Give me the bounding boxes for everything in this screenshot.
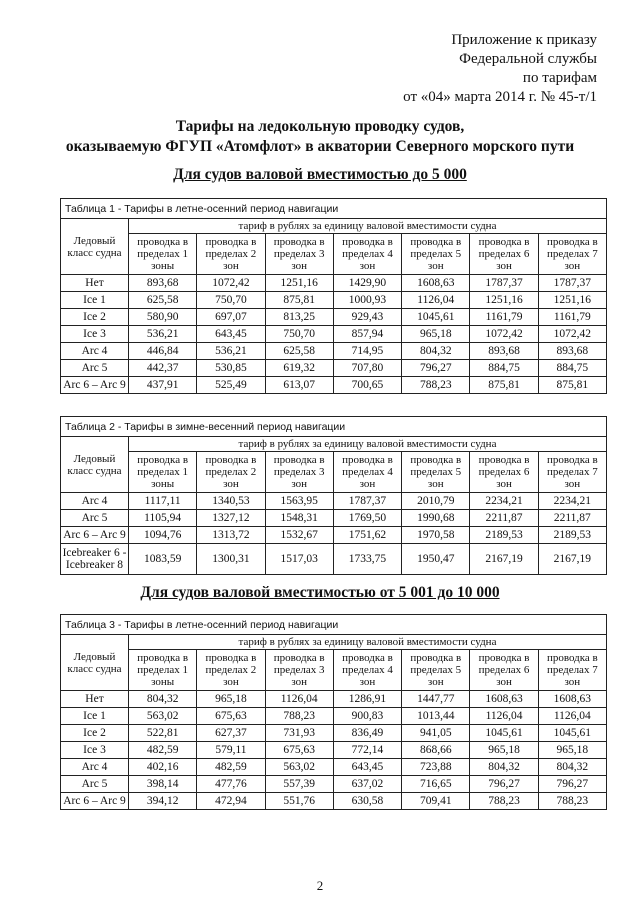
section-title-up-to-5000: Для судов валовой вместимостью до 5 000 — [173, 166, 467, 183]
tariff-cell: 1787,37 — [538, 275, 606, 292]
tariff-cell: 1608,63 — [470, 691, 538, 708]
tariff-cell: 788,23 — [265, 708, 333, 725]
tariff-cell: 522,81 — [129, 725, 197, 742]
column-header: проводка в пределах 5 зон — [402, 452, 470, 493]
tariff-cell: 637,02 — [333, 776, 401, 793]
tariff-cell: 1751,62 — [333, 527, 401, 544]
table-row — [61, 776, 607, 793]
tariff-cell: 709,41 — [402, 793, 470, 810]
tariff-cell: 613,07 — [265, 377, 333, 394]
column-header: проводка в пределах 5 зон — [402, 650, 470, 691]
tariff-cell: 1126,04 — [265, 691, 333, 708]
tariff-cell: 875,81 — [538, 377, 606, 394]
tariff-cell: 796,27 — [402, 360, 470, 377]
tariff-cell: 482,59 — [129, 742, 197, 759]
column-header: проводка в пределах 2 зон — [197, 234, 265, 275]
table-row — [61, 759, 607, 776]
tariff-cell: 804,32 — [402, 343, 470, 360]
tariff-cell: 579,11 — [197, 742, 265, 759]
tariff-cell: 1733,75 — [333, 544, 401, 575]
table-row — [61, 377, 607, 394]
column-header: проводка в пределах 3 зон — [265, 650, 333, 691]
tariff-cell: 804,32 — [129, 691, 197, 708]
ice-class-cell: Arc 5 — [61, 360, 129, 377]
ice-class-cell: Arc 4 — [61, 343, 129, 360]
tariff-cell: 929,43 — [333, 309, 401, 326]
table-row — [61, 292, 607, 309]
table-caption: Таблица 2 - Тарифы в зимне-весенний период навигации — [61, 417, 607, 437]
tariff-cell: 1447,77 — [402, 691, 470, 708]
ice-class-cell: Ice 3 — [61, 742, 129, 759]
tariff-cell: 788,23 — [402, 377, 470, 394]
ice-class-cell: Arc 5 — [61, 510, 129, 527]
tariff-cell: 2211,87 — [470, 510, 538, 527]
page-number: 2 — [316, 878, 324, 893]
table-row — [61, 493, 607, 510]
tariff-cell: 1045,61 — [402, 309, 470, 326]
tariff-cell: 857,94 — [333, 326, 401, 343]
tariff-cell: 1787,37 — [333, 493, 401, 510]
tariff-cell: 525,49 — [197, 377, 265, 394]
tariff-table-3 — [60, 614, 607, 810]
tariff-cell: 2189,53 — [538, 527, 606, 544]
tariff-cell: 893,68 — [470, 343, 538, 360]
tariff-cell: 1161,79 — [470, 309, 538, 326]
group-header: тариф в рублях за единицу валовой вместимости судна — [129, 437, 607, 452]
tariff-cell: 1532,67 — [265, 527, 333, 544]
table-row — [61, 326, 607, 343]
group-header: тариф в рублях за единицу валовой вместимости судна — [129, 219, 607, 234]
tariff-cell: 1126,04 — [402, 292, 470, 309]
tariff-cell: 394,12 — [129, 793, 197, 810]
column-header: проводка в пределах 6 зон — [470, 234, 538, 275]
tariff-cell: 1251,16 — [470, 292, 538, 309]
tariff-cell: 627,37 — [197, 725, 265, 742]
tariff-cell: 813,25 — [265, 309, 333, 326]
tariff-cell: 875,81 — [470, 377, 538, 394]
tariff-cell: 893,68 — [129, 275, 197, 292]
tariff-cell: 868,66 — [402, 742, 470, 759]
tariff-cell: 442,37 — [129, 360, 197, 377]
tariff-cell: 884,75 — [470, 360, 538, 377]
group-header: тариф в рублях за единицу валовой вместимости судна — [129, 635, 607, 650]
tariff-cell: 836,49 — [333, 725, 401, 742]
tariff-table-1 — [60, 198, 607, 394]
ice-class-cell: Ice 1 — [61, 708, 129, 725]
column-header: проводка в пределах 4 зон — [333, 234, 401, 275]
table-row — [61, 691, 607, 708]
tariff-cell: 965,18 — [402, 326, 470, 343]
tariff-cell: 1327,12 — [197, 510, 265, 527]
ice-class-cell: Нет — [61, 275, 129, 292]
header-line: Федеральной службы — [459, 51, 597, 67]
tariff-cell: 1769,50 — [333, 510, 401, 527]
tariff-cell: 1105,94 — [129, 510, 197, 527]
tariff-cell: 941,05 — [402, 725, 470, 742]
tariff-cell: 875,81 — [265, 292, 333, 309]
table-row — [61, 343, 607, 360]
tariff-cell: 1300,31 — [197, 544, 265, 575]
ice-class-cell: Ice 1 — [61, 292, 129, 309]
tariff-cell: 477,76 — [197, 776, 265, 793]
tariff-cell: 530,85 — [197, 360, 265, 377]
tariff-cell: 1094,76 — [129, 527, 197, 544]
tariff-cell: 625,58 — [265, 343, 333, 360]
tariff-cell: 675,63 — [197, 708, 265, 725]
table-row — [61, 544, 607, 575]
tariff-cell: 700,65 — [333, 377, 401, 394]
tariff-cell: 1117,11 — [129, 493, 197, 510]
row-header-ice-class: Ледовый класс судна — [61, 219, 129, 275]
tariff-cell: 1161,79 — [538, 309, 606, 326]
tariff-cell: 1126,04 — [470, 708, 538, 725]
tariff-cell: 557,39 — [265, 776, 333, 793]
ice-class-cell: Arc 6 – Arc 9 — [61, 793, 129, 810]
tariff-cell: 1340,53 — [197, 493, 265, 510]
tariff-cell: 707,80 — [333, 360, 401, 377]
tariff-cell: 1608,63 — [402, 275, 470, 292]
tariff-table-2 — [60, 416, 607, 575]
table-caption: Таблица 1 - Тарифы в летне-осенний период навигации — [61, 199, 607, 219]
tariff-cell: 675,63 — [265, 742, 333, 759]
table-row — [61, 725, 607, 742]
column-header: проводка в пределах 7 зон — [538, 234, 606, 275]
column-header: проводка в пределах 5 зон — [402, 234, 470, 275]
tariff-cell: 714,95 — [333, 343, 401, 360]
tariff-cell: 731,93 — [265, 725, 333, 742]
tariff-cell: 697,07 — [197, 309, 265, 326]
tariff-cell: 796,27 — [470, 776, 538, 793]
column-header: проводка в пределах 4 зон — [333, 452, 401, 493]
tariff-cell: 900,83 — [333, 708, 401, 725]
document-title — [0, 117, 640, 157]
tariff-cell: 2167,19 — [538, 544, 606, 575]
tariff-cell: 750,70 — [197, 292, 265, 309]
row-header-ice-class: Ледовый класс судна — [61, 635, 129, 691]
tariff-cell: 772,14 — [333, 742, 401, 759]
tariff-cell: 1517,03 — [265, 544, 333, 575]
table-row — [61, 708, 607, 725]
column-header: проводка в пределах 6 зон — [470, 650, 538, 691]
tariff-cell: 1000,93 — [333, 292, 401, 309]
column-header: проводка в пределах 7 зон — [538, 452, 606, 493]
tariff-cell: 2211,87 — [538, 510, 606, 527]
column-header: проводка в пределах 1 зоны — [129, 234, 197, 275]
ice-class-cell: Ice 2 — [61, 725, 129, 742]
tariff-cell: 630,58 — [333, 793, 401, 810]
tariff-cell: 965,18 — [197, 691, 265, 708]
tariff-cell: 643,45 — [333, 759, 401, 776]
tariff-cell: 563,02 — [265, 759, 333, 776]
tariff-cell: 472,94 — [197, 793, 265, 810]
tariff-cell: 893,68 — [538, 343, 606, 360]
tariff-cell: 1563,95 — [265, 493, 333, 510]
tariff-cell: 965,18 — [538, 742, 606, 759]
tariff-cell: 563,02 — [129, 708, 197, 725]
column-header: проводка в пределах 1 зоны — [129, 452, 197, 493]
tariff-cell: 446,84 — [129, 343, 197, 360]
column-header: проводка в пределах 4 зон — [333, 650, 401, 691]
tariff-cell: 619,32 — [265, 360, 333, 377]
tariff-cell: 1072,42 — [538, 326, 606, 343]
table-row — [61, 275, 607, 292]
tariff-cell: 788,23 — [538, 793, 606, 810]
tariff-cell: 1429,90 — [333, 275, 401, 292]
row-header-ice-class: Ледовый класс судна — [61, 437, 129, 493]
tariff-cell: 1083,59 — [129, 544, 197, 575]
tariff-cell: 625,58 — [129, 292, 197, 309]
column-header: проводка в пределах 7 зон — [538, 650, 606, 691]
tariff-cell: 551,76 — [265, 793, 333, 810]
tariff-cell: 788,23 — [470, 793, 538, 810]
tariff-cell: 402,16 — [129, 759, 197, 776]
tariff-cell: 804,32 — [538, 759, 606, 776]
header-line: Приложение к приказу — [451, 32, 597, 48]
ice-class-cell: Ice 2 — [61, 309, 129, 326]
tariff-cell: 1970,58 — [402, 527, 470, 544]
column-header: проводка в пределах 3 зон — [265, 452, 333, 493]
tariff-cell: 1548,31 — [265, 510, 333, 527]
ice-class-cell: Arc 4 — [61, 759, 129, 776]
column-header: проводка в пределах 2 зон — [197, 650, 265, 691]
column-header: проводка в пределах 3 зон — [265, 234, 333, 275]
tariff-cell: 536,21 — [129, 326, 197, 343]
ice-class-cell: Arc 5 — [61, 776, 129, 793]
tariff-cell: 1950,47 — [402, 544, 470, 575]
tariff-cell: 482,59 — [197, 759, 265, 776]
tariff-cell: 2234,21 — [470, 493, 538, 510]
title-line-1: Тарифы на ледокольную проводку судов, — [175, 118, 465, 135]
section-title-5001-to-10000: Для судов валовой вместимостью от 5 001 до 10 000 — [140, 584, 500, 601]
tariff-cell: 716,65 — [402, 776, 470, 793]
tariff-cell: 1787,37 — [470, 275, 538, 292]
tariff-cell: 398,14 — [129, 776, 197, 793]
header-line: от «04» марта 2014 г. № 45-т/1 — [403, 89, 597, 105]
tariff-cell: 2189,53 — [470, 527, 538, 544]
tariff-cell: 1251,16 — [265, 275, 333, 292]
tariff-cell: 1286,91 — [333, 691, 401, 708]
column-header: проводка в пределах 2 зон — [197, 452, 265, 493]
table-row — [61, 527, 607, 544]
title-line-2: оказываемую ФГУП «Атомфлот» в акватории Северного морского пути — [65, 138, 575, 155]
tariff-cell: 1313,72 — [197, 527, 265, 544]
tariff-cell: 1045,61 — [470, 725, 538, 742]
table-row — [61, 742, 607, 759]
tariff-cell: 536,21 — [197, 343, 265, 360]
tariff-cell: 884,75 — [538, 360, 606, 377]
ice-class-cell: Ice 3 — [61, 326, 129, 343]
table-row — [61, 309, 607, 326]
tariff-cell: 580,90 — [129, 309, 197, 326]
tariff-cell: 723,88 — [402, 759, 470, 776]
ice-class-cell: Arc 4 — [61, 493, 129, 510]
tariff-cell: 1990,68 — [402, 510, 470, 527]
tariff-cell: 2234,21 — [538, 493, 606, 510]
tariff-cell: 2167,19 — [470, 544, 538, 575]
tariff-cell: 1072,42 — [470, 326, 538, 343]
tariff-cell: 796,27 — [538, 776, 606, 793]
ice-class-cell: Arc 6 – Arc 9 — [61, 527, 129, 544]
column-header: проводка в пределах 1 зоны — [129, 650, 197, 691]
tariff-cell: 1126,04 — [538, 708, 606, 725]
tariff-cell: 643,45 — [197, 326, 265, 343]
header-line: по тарифам — [522, 70, 597, 86]
table-caption: Таблица 3 - Тарифы в летне-осенний период навигации — [61, 615, 607, 635]
tariff-cell: 1251,16 — [538, 292, 606, 309]
tariff-cell: 1045,61 — [538, 725, 606, 742]
tariff-cell: 1013,44 — [402, 708, 470, 725]
table-row — [61, 360, 607, 377]
tariff-cell: 750,70 — [265, 326, 333, 343]
ice-class-cell: Нет — [61, 691, 129, 708]
tariff-cell: 804,32 — [470, 759, 538, 776]
tariff-cell: 965,18 — [470, 742, 538, 759]
table-row — [61, 510, 607, 527]
order-reference-header — [403, 31, 597, 107]
ice-class-cell: Icebreaker 6 - Icebreaker 8 — [61, 544, 129, 575]
ice-class-cell: Arc 6 – Arc 9 — [61, 377, 129, 394]
tariff-cell: 437,91 — [129, 377, 197, 394]
tariff-cell: 1608,63 — [538, 691, 606, 708]
tariff-cell: 1072,42 — [197, 275, 265, 292]
tariff-cell: 2010,79 — [402, 493, 470, 510]
column-header: проводка в пределах 6 зон — [470, 452, 538, 493]
table-row — [61, 793, 607, 810]
